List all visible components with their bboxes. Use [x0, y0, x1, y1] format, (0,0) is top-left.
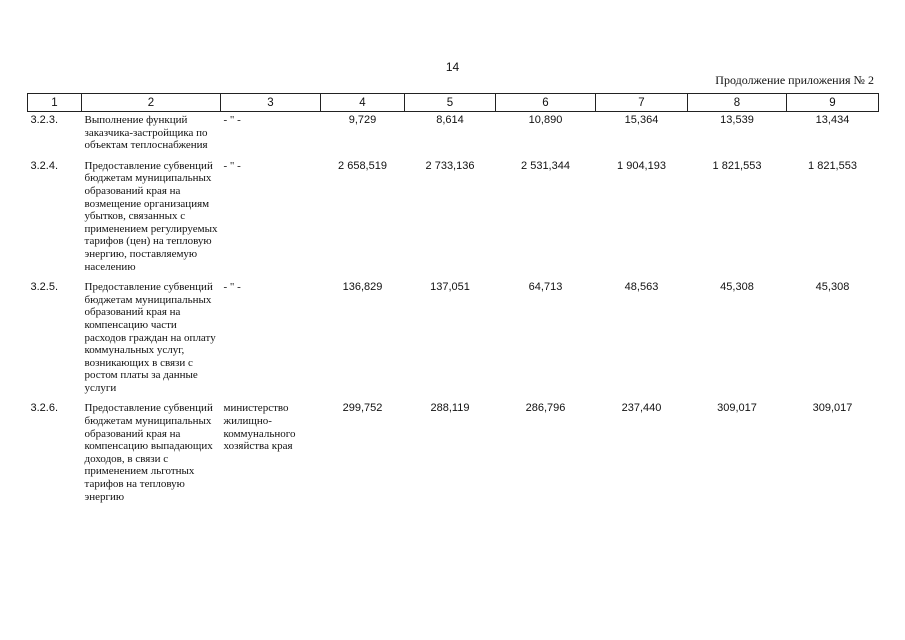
row-value-col-8: 45,308 — [720, 281, 754, 294]
row-value-col-5: 8,614 — [436, 114, 464, 126]
table-row — [28, 279, 879, 400]
header-col-8: 8 — [688, 94, 787, 112]
row-value-col-9: 45,308 — [815, 281, 850, 294]
row-name: Предоставление субвенций бюджетам муниципальных образований края на возмещение организациям убытков, связанных с применением регулируемых тарифов (цен) на тепловую энергию, поставляемую населению — [84, 159, 218, 273]
row-value-col-9: 13,434 — [815, 114, 850, 126]
header-col-1: 1 — [28, 94, 82, 112]
row-value-col-7: 237,440 — [621, 402, 662, 415]
header-col-4: 4 — [321, 94, 405, 112]
row-code: 3.2.5. — [30, 281, 59, 294]
row-code: 3.2.3. — [30, 114, 59, 126]
row-value-col-4: 136,829 — [342, 281, 383, 294]
row-value-col-7: 1 904,193 — [617, 159, 666, 172]
table-row — [28, 112, 879, 158]
table-row — [28, 158, 879, 279]
appendix-continuation-label: Продолжение приложения № 2 — [715, 73, 874, 87]
row-code: 3.2.4. — [30, 159, 59, 172]
row-value-col-4: 9,729 — [348, 114, 377, 126]
row-value-col-5: 2 733,136 — [425, 159, 475, 172]
budget-table — [27, 93, 879, 509]
table-row — [28, 400, 879, 509]
row-name: Предоставление субвенций бюджетам муниципальных образований края на компенсацию части расходов граждан на оплату коммунальных услуг, возникающих в связи с ростом платы за данные услуги — [84, 281, 216, 394]
row-executor: - " - — [223, 114, 241, 126]
row-value-col-8: 1 821,553 — [712, 159, 762, 172]
row-value-col-6: 64,713 — [528, 281, 563, 294]
row-value-col-9: 1 821,553 — [808, 159, 857, 172]
row-value-col-8: 309,017 — [717, 402, 757, 415]
row-value-col-4: 299,752 — [342, 402, 383, 415]
page-number: 14 — [445, 60, 460, 74]
row-value-col-4: 2 658,519 — [338, 159, 387, 172]
row-code: 3.2.6. — [30, 402, 59, 415]
row-value-col-6: 2 531,344 — [521, 159, 570, 172]
row-name: Предоставление субвенций бюджетам муниципальных образований края на компенсацию выпадающих доходов, в связи с применением льготных тарифов на тепловую энергию — [84, 402, 213, 503]
row-value-col-6: 286,796 — [525, 402, 566, 415]
table-header — [28, 94, 879, 112]
header-row — [28, 94, 879, 112]
header-col-2: 2 — [82, 94, 221, 112]
row-executor: - " - — [223, 281, 241, 294]
table-body — [28, 112, 879, 510]
row-executor: министерство жилищно-коммунального хозяйства края — [223, 402, 296, 453]
row-value-col-9: 309,017 — [812, 402, 853, 415]
header-col-5: 5 — [405, 94, 496, 112]
header-col-9: 9 — [787, 94, 879, 112]
header-col-7: 7 — [596, 94, 688, 112]
row-value-col-8: 13,539 — [720, 114, 754, 126]
row-value-col-7: 48,563 — [624, 281, 659, 294]
row-name: Выполнение функций заказчика-застройщика по объектам теплоснабжения — [84, 114, 208, 152]
row-value-col-5: 288,119 — [430, 402, 470, 415]
header-col-3: 3 — [221, 94, 321, 112]
row-value-col-5: 137,051 — [430, 281, 470, 294]
row-executor: - " - — [223, 159, 241, 172]
header-col-6: 6 — [496, 94, 596, 112]
row-value-col-6: 10,890 — [528, 114, 563, 126]
row-value-col-7: 15,364 — [624, 114, 659, 126]
